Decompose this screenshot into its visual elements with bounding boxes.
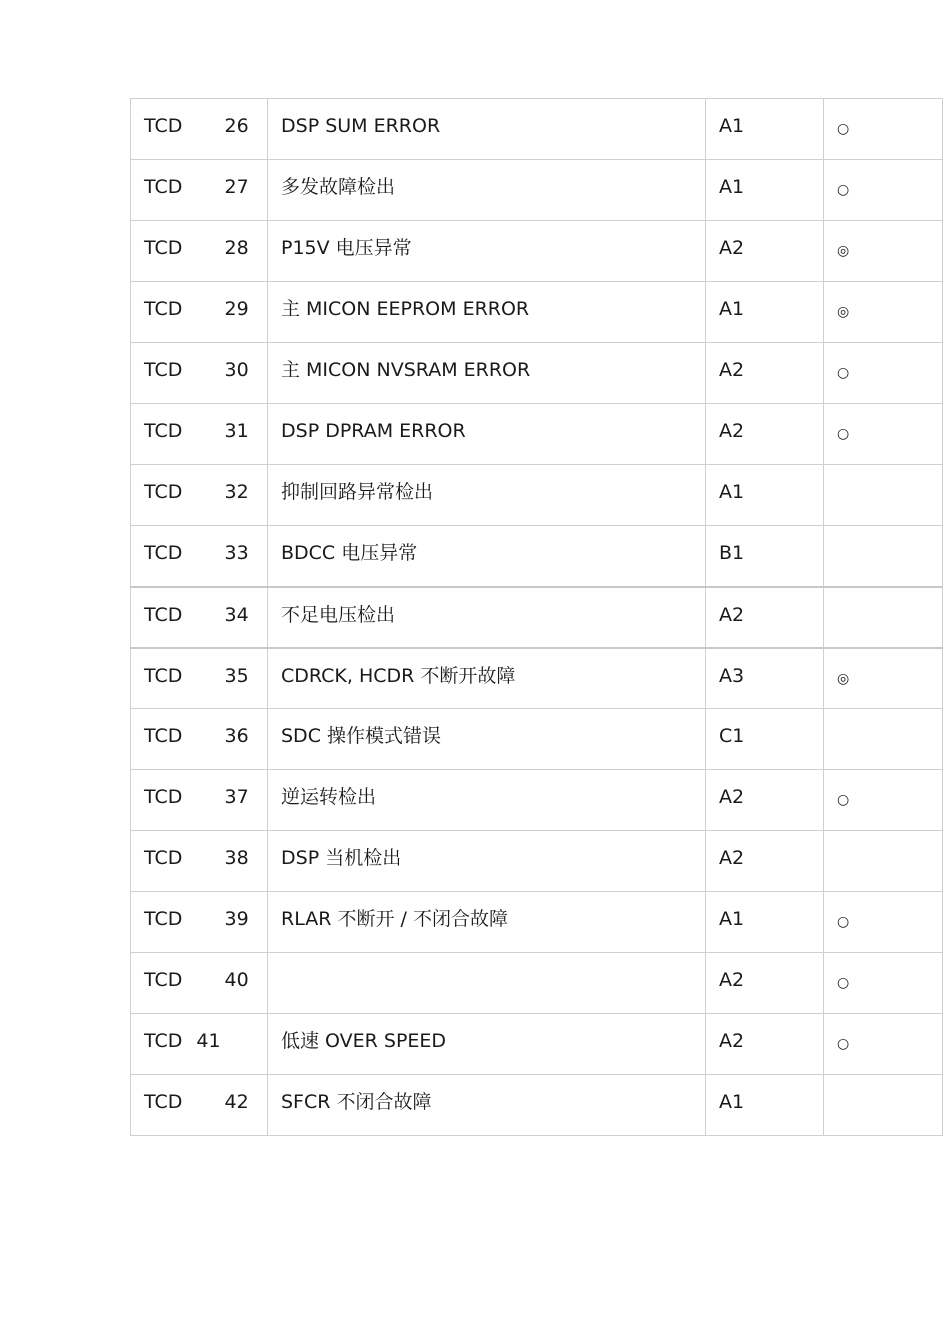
fault-description: 低速 OVER SPEED bbox=[281, 1030, 447, 1052]
fault-code: TCD 38 bbox=[144, 847, 249, 869]
fault-mark bbox=[837, 709, 942, 730]
fault-code: TCD 30 bbox=[144, 359, 249, 381]
fault-code-table bbox=[130, 98, 943, 1136]
fault-mark: ◎ bbox=[837, 304, 850, 320]
fault-mark: ○ bbox=[837, 365, 850, 381]
fault-description: 逆运转检出 bbox=[281, 786, 377, 808]
fault-code: TCD 28 bbox=[144, 237, 249, 259]
fault-description: DSP SUM ERROR bbox=[281, 115, 441, 137]
level-cell bbox=[706, 587, 824, 648]
description-cell bbox=[268, 404, 706, 465]
fault-level: A2 bbox=[719, 847, 745, 869]
fault-code-cell bbox=[131, 709, 268, 770]
fault-mark bbox=[837, 465, 942, 486]
level-cell bbox=[706, 465, 824, 526]
fault-code-cell bbox=[131, 99, 268, 160]
fault-description: 主 MICON NVSRAM ERROR bbox=[281, 359, 531, 381]
fault-code: TCD 36 bbox=[144, 725, 249, 747]
table-row bbox=[131, 404, 943, 465]
fault-level: A2 bbox=[719, 786, 745, 808]
fault-code: TCD 35 bbox=[144, 664, 249, 687]
fault-mark: ◎ bbox=[837, 670, 850, 687]
mark-cell bbox=[824, 648, 943, 709]
fault-description bbox=[281, 953, 705, 971]
level-cell bbox=[706, 343, 824, 404]
fault-level: A2 bbox=[719, 603, 745, 626]
level-cell bbox=[706, 953, 824, 1014]
description-cell bbox=[268, 953, 706, 1014]
level-cell bbox=[706, 892, 824, 953]
fault-description: RLAR 不断开 / 不闭合故障 bbox=[281, 908, 508, 930]
fault-mark bbox=[837, 1075, 942, 1096]
fault-description: CDRCK, HCDR 不断开故障 bbox=[281, 664, 516, 687]
table-row bbox=[131, 343, 943, 404]
fault-code: TCD 27 bbox=[144, 176, 249, 198]
level-cell bbox=[706, 709, 824, 770]
fault-level: A1 bbox=[719, 481, 745, 503]
description-cell bbox=[268, 1075, 706, 1136]
fault-level: A3 bbox=[719, 664, 745, 687]
fault-code: TCD 41 bbox=[144, 1030, 221, 1052]
fault-level: A1 bbox=[719, 908, 745, 930]
mark-cell bbox=[824, 1075, 943, 1136]
fault-level: A1 bbox=[719, 298, 745, 320]
fault-description: SDC 操作模式错误 bbox=[281, 725, 441, 747]
table-row bbox=[131, 221, 943, 282]
mark-cell bbox=[824, 465, 943, 526]
fault-mark: ○ bbox=[837, 121, 850, 137]
fault-code: TCD 39 bbox=[144, 908, 249, 930]
table-row bbox=[131, 953, 943, 1014]
fault-code-cell bbox=[131, 587, 268, 648]
fault-code-cell bbox=[131, 953, 268, 1014]
fault-description: BDCC 电压异常 bbox=[281, 542, 418, 564]
level-cell bbox=[706, 282, 824, 343]
table-row bbox=[131, 526, 943, 587]
mark-cell bbox=[824, 404, 943, 465]
mark-cell bbox=[824, 99, 943, 160]
table-row bbox=[131, 770, 943, 831]
description-cell bbox=[268, 526, 706, 587]
description-cell bbox=[268, 709, 706, 770]
level-cell bbox=[706, 831, 824, 892]
fault-code-cell bbox=[131, 831, 268, 892]
description-cell bbox=[268, 99, 706, 160]
fault-mark bbox=[837, 831, 942, 852]
table-row bbox=[131, 709, 943, 770]
description-cell bbox=[268, 831, 706, 892]
mark-cell bbox=[824, 953, 943, 1014]
mark-cell bbox=[824, 770, 943, 831]
level-cell bbox=[706, 526, 824, 587]
fault-code-cell bbox=[131, 526, 268, 587]
table-row bbox=[131, 648, 943, 709]
description-cell bbox=[268, 160, 706, 221]
fault-mark: ◎ bbox=[837, 243, 850, 259]
fault-level: A2 bbox=[719, 237, 745, 259]
description-cell bbox=[268, 465, 706, 526]
table-row bbox=[131, 831, 943, 892]
fault-code: TCD 26 bbox=[144, 115, 249, 137]
level-cell bbox=[706, 99, 824, 160]
fault-level: A1 bbox=[719, 176, 745, 198]
fault-code: TCD 40 bbox=[144, 969, 249, 991]
fault-mark bbox=[837, 588, 942, 609]
fault-code-cell bbox=[131, 770, 268, 831]
fault-level: A2 bbox=[719, 969, 745, 991]
level-cell bbox=[706, 770, 824, 831]
fault-code-cell bbox=[131, 282, 268, 343]
fault-description: 抑制回路异常检出 bbox=[281, 481, 434, 503]
description-cell bbox=[268, 343, 706, 404]
fault-code-cell bbox=[131, 343, 268, 404]
fault-level: B1 bbox=[719, 542, 745, 564]
fault-mark: ○ bbox=[837, 914, 850, 930]
fault-code-cell bbox=[131, 465, 268, 526]
fault-mark: ○ bbox=[837, 182, 850, 198]
fault-code: TCD 34 bbox=[144, 603, 249, 626]
fault-code: TCD 42 bbox=[144, 1091, 249, 1113]
table-row bbox=[131, 1014, 943, 1075]
fault-code: TCD 37 bbox=[144, 786, 249, 808]
level-cell bbox=[706, 160, 824, 221]
mark-cell bbox=[824, 160, 943, 221]
mark-cell bbox=[824, 526, 943, 587]
fault-code: TCD 32 bbox=[144, 481, 249, 503]
description-cell bbox=[268, 587, 706, 648]
mark-cell bbox=[824, 587, 943, 648]
table-row bbox=[131, 892, 943, 953]
mark-cell bbox=[824, 221, 943, 282]
fault-description: DSP DPRAM ERROR bbox=[281, 420, 466, 442]
fault-mark: ○ bbox=[837, 975, 850, 991]
fault-description: DSP 当机检出 bbox=[281, 847, 402, 869]
fault-level: A2 bbox=[719, 1030, 745, 1052]
fault-code: TCD 31 bbox=[144, 420, 249, 442]
fault-code-cell bbox=[131, 892, 268, 953]
mark-cell bbox=[824, 709, 943, 770]
fault-level: C1 bbox=[719, 725, 745, 747]
fault-mark: ○ bbox=[837, 1036, 850, 1052]
mark-cell bbox=[824, 282, 943, 343]
description-cell bbox=[268, 1014, 706, 1075]
fault-description: 主 MICON EEPROM ERROR bbox=[281, 298, 530, 320]
fault-code-cell bbox=[131, 1075, 268, 1136]
fault-code-cell bbox=[131, 404, 268, 465]
fault-code: TCD 33 bbox=[144, 542, 249, 564]
fault-description: 不足电压检出 bbox=[281, 603, 396, 626]
mark-cell bbox=[824, 343, 943, 404]
fault-code-cell bbox=[131, 648, 268, 709]
fault-code-cell bbox=[131, 160, 268, 221]
level-cell bbox=[706, 404, 824, 465]
mark-cell bbox=[824, 831, 943, 892]
description-cell bbox=[268, 892, 706, 953]
fault-mark: ○ bbox=[837, 792, 850, 808]
fault-code: TCD 29 bbox=[144, 298, 249, 320]
mark-cell bbox=[824, 1014, 943, 1075]
level-cell bbox=[706, 648, 824, 709]
fault-level: A2 bbox=[719, 359, 745, 381]
fault-code-cell bbox=[131, 1014, 268, 1075]
fault-description: 多发故障检出 bbox=[281, 176, 396, 198]
mark-cell bbox=[824, 892, 943, 953]
table-row bbox=[131, 282, 943, 343]
description-cell bbox=[268, 648, 706, 709]
table-row bbox=[131, 587, 943, 648]
level-cell bbox=[706, 1075, 824, 1136]
fault-level: A1 bbox=[719, 1091, 745, 1113]
fault-mark: ○ bbox=[837, 426, 850, 442]
description-cell bbox=[268, 282, 706, 343]
fault-code-table-container bbox=[130, 98, 942, 1136]
fault-level: A2 bbox=[719, 420, 745, 442]
description-cell bbox=[268, 770, 706, 831]
fault-code-cell bbox=[131, 221, 268, 282]
table-row bbox=[131, 160, 943, 221]
fault-description: SFCR 不闭合故障 bbox=[281, 1091, 432, 1113]
fault-mark bbox=[837, 526, 942, 547]
level-cell bbox=[706, 1014, 824, 1075]
fault-description: P15V 电压异常 bbox=[281, 237, 412, 259]
description-cell bbox=[268, 221, 706, 282]
table-row bbox=[131, 465, 943, 526]
level-cell bbox=[706, 221, 824, 282]
fault-level: A1 bbox=[719, 115, 745, 137]
table-row bbox=[131, 99, 943, 160]
table-row bbox=[131, 1075, 943, 1136]
